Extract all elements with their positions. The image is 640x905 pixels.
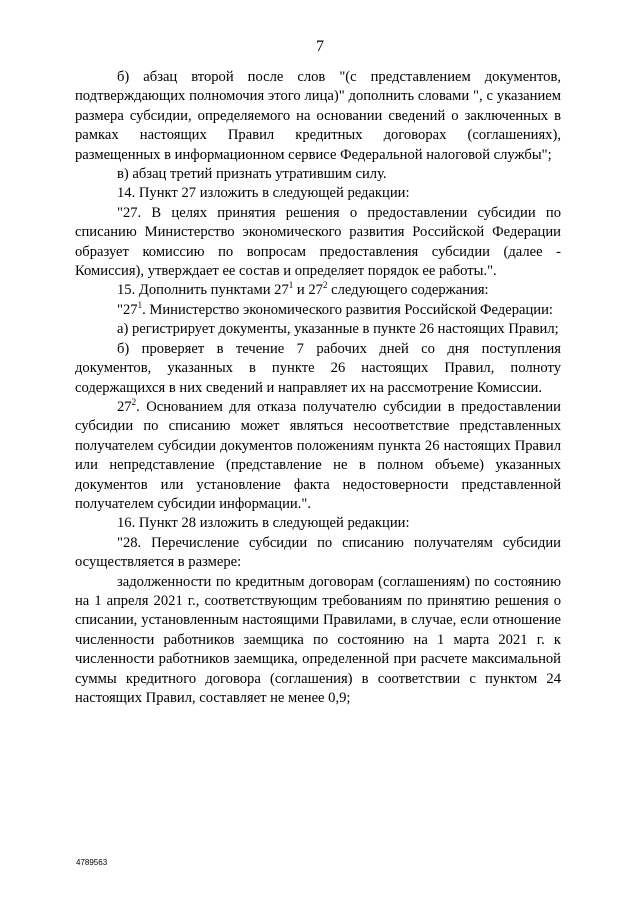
item-15-text-a: 15. Дополнить пунктами 27 bbox=[117, 282, 289, 299]
point-27-2-text-b: . Основанием для отказа получателю субсидии в предоставлении субсидии по списанию может являться несоответствие представленных получателем субсидии документов положениям пункта 26 настоящих Правил или непредставление (представление не в полном объеме) указанных документов или установление факта недостоверности представленной получателем субсидии информации.". bbox=[75, 398, 561, 512]
paragraph-item-16: 16. Пункт 28 изложить в следующей редакции: bbox=[117, 515, 410, 532]
paragraph-subpoint-b: б) проверяет в течение 7 рабочих дней со дня поступления документов, указанных в пункте 26 настоящих Правил, полноту содержащихся в них сведений и направляет их на рассмотрение Комиссии. bbox=[75, 340, 561, 396]
paragraph-debt-condition: задолженности по кредитным договорам (соглашениям) по состоянию на 1 апреля 2021 г., соответствующим требованиям по принятию решения о списании, установленным настоящими Правилами, в случае, если отношение численности работников заемщика по состоянию на 1 марта 2021 г. к численности работников заемщика, определенной при расчете максимальной суммы кредитного договора (соглашения) в соответствии с пунктом 24 настоящих Правил, составляет не менее 0,9; bbox=[75, 573, 561, 706]
point-27-2-text-a: 27 bbox=[117, 398, 132, 415]
paragraph-item-14: 14. Пункт 27 изложить в следующей редакции: bbox=[117, 185, 410, 202]
paragraph-v-amendment: в) абзац третий признать утратившим силу. bbox=[117, 166, 387, 183]
paragraph-point-27-1 bbox=[75, 301, 561, 320]
document-id: 4789563 bbox=[76, 858, 108, 867]
point-27-1-text-a: "27 bbox=[117, 301, 138, 318]
point-27-2-sup: 2 bbox=[131, 397, 137, 408]
item-15-sup-1: 1 bbox=[288, 280, 294, 291]
item-15-text-b: и 27 bbox=[293, 282, 323, 299]
point-27-1-text-b: . Министерство экономического развития Российской Федерации: bbox=[142, 301, 553, 318]
item-15-text-c: следующего содержания: bbox=[327, 282, 489, 299]
document-body bbox=[75, 68, 561, 708]
paragraph-subpoint-a: а) регистрирует документы, указанные в пункте 26 настоящих Правил; bbox=[117, 321, 559, 338]
item-15-sup-2: 2 bbox=[322, 280, 328, 291]
paragraph-b-amendment: б) абзац второй после слов "(с представлением документов, подтверждающих полномочия этого лица)" дополнить словами ", с указанием размера субсидии, определяемого на основании сведений о заключенных в рамках настоящих Правил кредитных договорах (соглашениях), размещенных в информационном сервисе Федеральной налоговой службы"; bbox=[75, 69, 561, 163]
paragraph-item-15 bbox=[75, 281, 561, 300]
paragraph-point-27-2 bbox=[75, 398, 561, 514]
paragraph-point-28: "28. Перечисление субсидии по списанию получателям субсидии осуществляется в размере: bbox=[75, 534, 561, 571]
paragraph-point-27: "27. В целях принятия решения о предоставлении субсидии по списанию Министерство экономического развития Российской Федерации образует комиссию по вопросам предоставления субсидии (далее - Комиссия), утверждает ее состав и определяет порядок ее работы.". bbox=[75, 204, 561, 280]
point-27-1-sup: 1 bbox=[137, 300, 143, 311]
page-number: 7 bbox=[316, 38, 324, 55]
